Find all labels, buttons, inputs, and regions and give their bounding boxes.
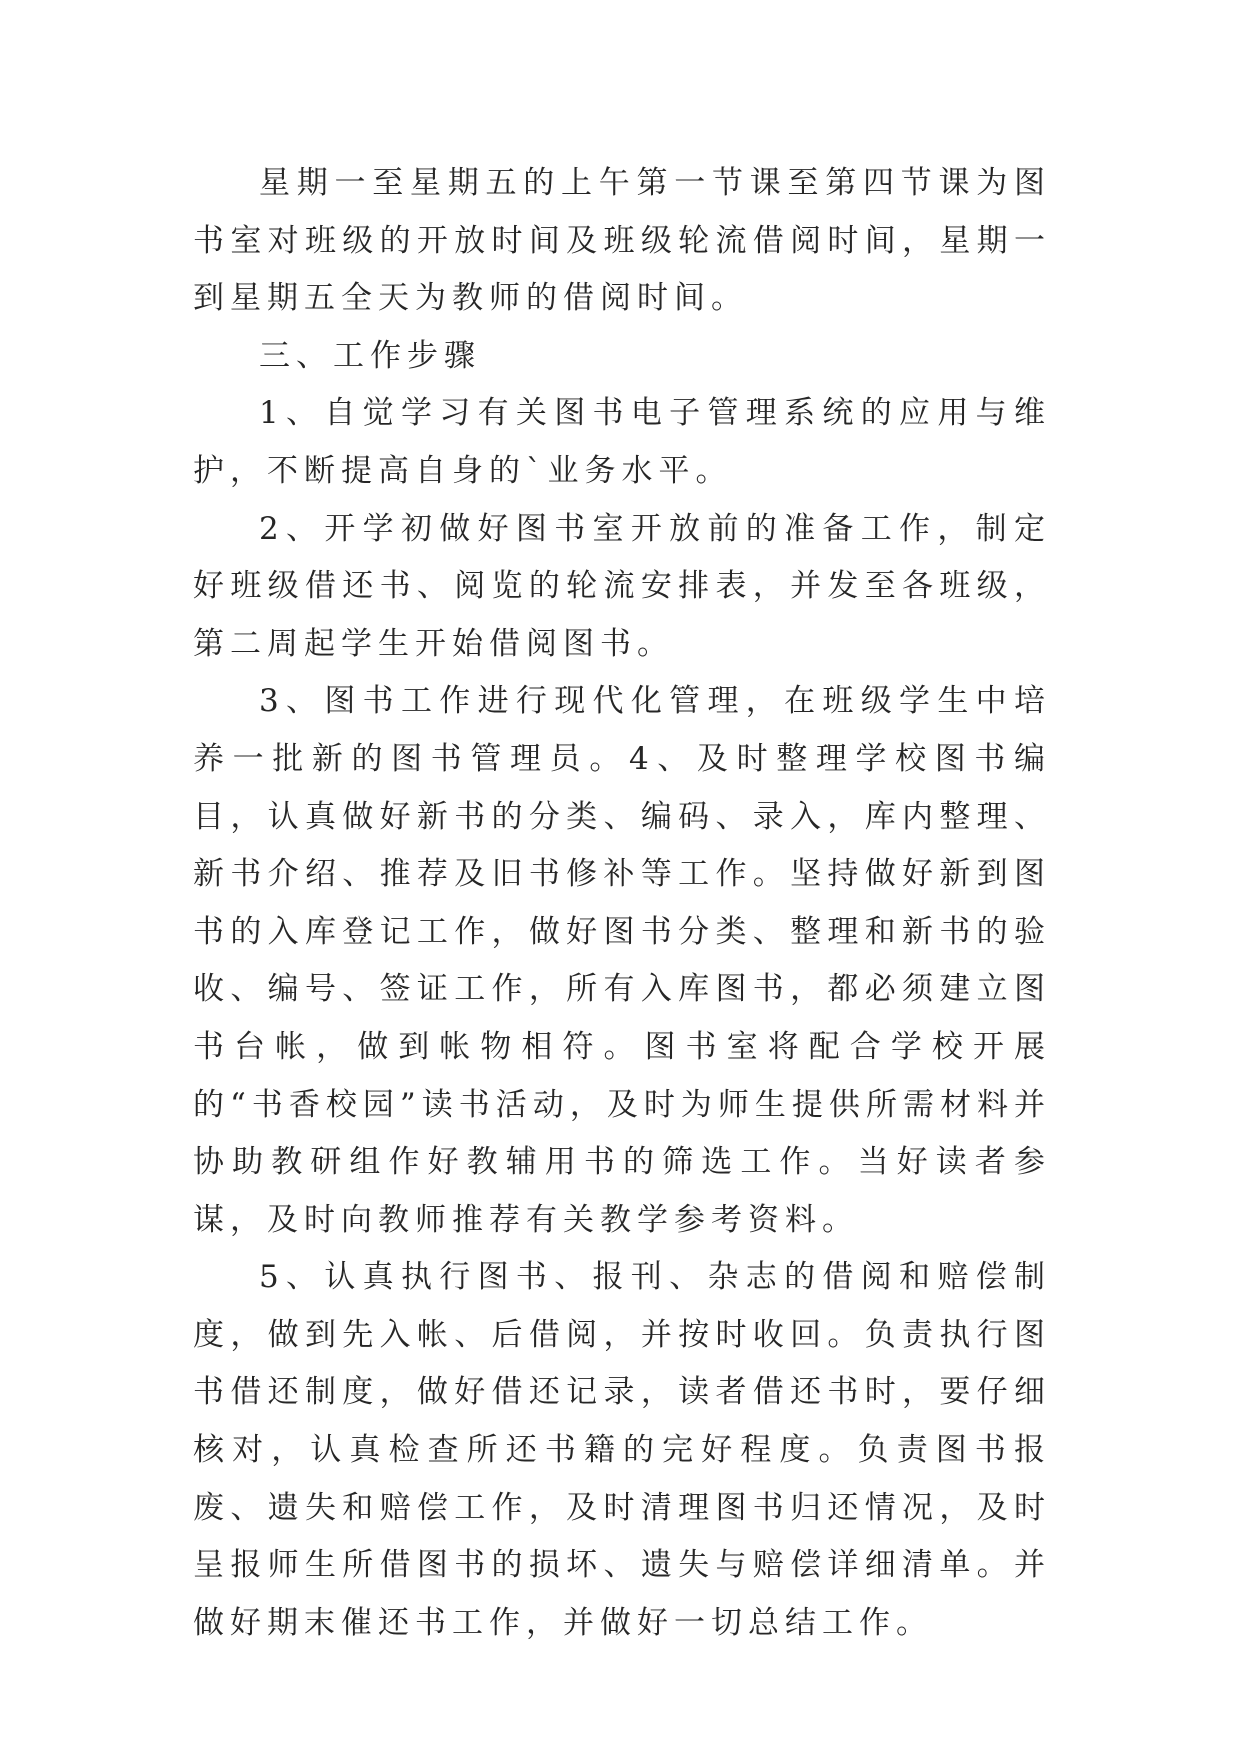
paragraph-step-1: 1、自觉学习有关图书电子管理系统的应用与维护，不断提高自身的`业务水平。 (193, 395, 1051, 489)
paragraph-step-3-4: 3、图书工作进行现代化管理，在班级学生中培养一批新的图书管理员。4、及时整理学校图书编目，认真做好新书的分类、编码、录入，库内整理、新书介绍、推荐及旧书修补等工作。坚持做好新到图书的入库登记工作，做好图书分类、整理和新书的验收、编号、签证工作，所有入库图书，都必须建立图书台帐，做到帐物相符。图书室将配合学校开展的“书香校园”读书活动，及时为师生提供所需材料并协助教研组作好教辅用书的筛选工作。当好读者参谋，及时向教师推荐有关教学参考资料。 (193, 683, 1051, 1238)
section-heading-work-steps: 三、工作步骤 (259, 337, 481, 374)
paragraph-step-2: 2、开学初做好图书室开放前的准备工作，制定好班级借还书、阅览的轮流安排表，并发至各班级，第二周起学生开始借阅图书。 (193, 510, 1051, 662)
document-body (193, 155, 1051, 1652)
paragraph-step-5: 5、认真执行图书、报刊、杂志的借阅和赔偿制度，做到先入帐、后借阅，并按时收回。负责执行图书借还制度，做好借还记录，读者借还书时，要仔细核对，认真检查所还书籍的完好程度。负责图书报废、遗失和赔偿工作，及时清理图书归还情况，及时呈报师生所借图书的损坏、遗失与赔偿详细清单。并做好期末催还书工作，并做好一切总结工作。 (193, 1259, 1051, 1641)
paragraph-opening-hours: 星期一至星期五的上午第一节课至第四节课为图书室对班级的开放时间及班级轮流借阅时间，星期一到星期五全天为教师的借阅时间。 (193, 165, 1051, 317)
